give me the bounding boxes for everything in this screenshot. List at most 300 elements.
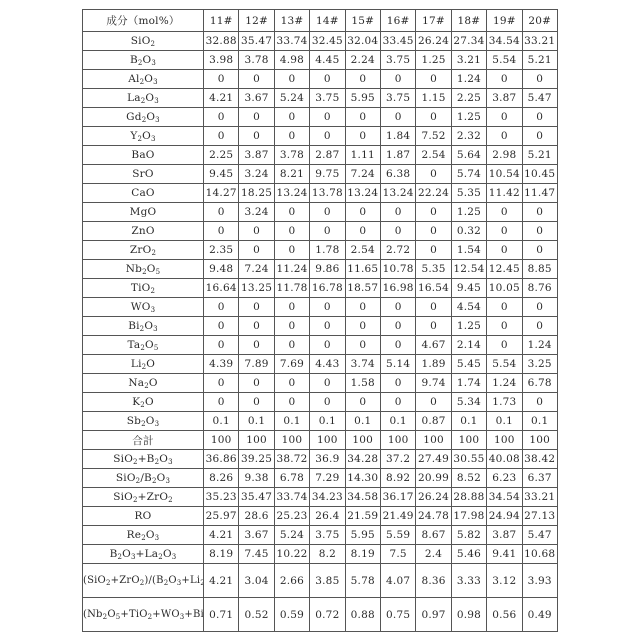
cell-value: 8.19: [204, 545, 239, 564]
cell-value: 0: [416, 222, 451, 241]
cell-value: 13.25: [239, 279, 274, 298]
cell-value: 0: [239, 70, 274, 89]
table-row: [83, 165, 558, 184]
table-row: [83, 374, 558, 393]
cell-value: 0: [274, 203, 309, 222]
cell-value: 0.1: [451, 412, 486, 431]
cell-value: 2.24: [345, 51, 380, 70]
cell-value: 0: [522, 203, 557, 222]
cell-value: 16.78: [310, 279, 345, 298]
cell-value: 24.94: [487, 507, 522, 526]
cell-value: 16.64: [204, 279, 239, 298]
cell-value: 0: [274, 393, 309, 412]
table-row: [83, 317, 558, 336]
cell-value: 18.57: [345, 279, 380, 298]
cell-value: 11.24: [274, 260, 309, 279]
cell-value: 0: [239, 393, 274, 412]
cell-value: 10.05: [487, 279, 522, 298]
cell-value: 5.54: [487, 51, 522, 70]
cell-value: 0: [274, 241, 309, 260]
cell-value: 7.29: [310, 469, 345, 488]
cell-value: 3.87: [487, 526, 522, 545]
cell-value: 0: [239, 298, 274, 317]
cell-value: 0: [416, 393, 451, 412]
table-row: [83, 70, 558, 89]
cell-value: 35.47: [239, 32, 274, 51]
cell-value: 32.45: [310, 32, 345, 51]
cell-value: 36.86: [204, 450, 239, 469]
cell-value: 0.97: [416, 598, 451, 632]
cell-value: 3.21: [451, 51, 486, 70]
cell-value: 0: [522, 70, 557, 89]
cell-value: 3.85: [310, 564, 345, 598]
cell-value: 0: [345, 70, 380, 89]
cell-value: 0: [204, 222, 239, 241]
cell-value: 36.9: [310, 450, 345, 469]
table-row: [83, 279, 558, 298]
row-label: SiO2/B2O3: [83, 469, 204, 488]
cell-value: 28.6: [239, 507, 274, 526]
cell-value: 100: [204, 431, 239, 450]
cell-value: 0: [487, 127, 522, 146]
cell-value: 13.24: [345, 184, 380, 203]
cell-value: 0: [274, 222, 309, 241]
cell-value: 100: [522, 431, 557, 450]
cell-value: 5.21: [522, 51, 557, 70]
cell-value: 0: [487, 298, 522, 317]
cell-value: 100: [416, 431, 451, 450]
table-row: [83, 526, 558, 545]
cell-value: 32.88: [204, 32, 239, 51]
cell-value: 22.24: [416, 184, 451, 203]
cell-value: 27.49: [416, 450, 451, 469]
cell-value: 4.98: [274, 51, 309, 70]
cell-value: 0: [204, 336, 239, 355]
cell-value: 0: [239, 222, 274, 241]
cell-value: 3.04: [239, 564, 274, 598]
cell-value: 11.47: [522, 184, 557, 203]
table-row: [83, 469, 558, 488]
cell-value: 18.25: [239, 184, 274, 203]
cell-value: 0.1: [380, 412, 415, 431]
cell-value: 0: [204, 298, 239, 317]
cell-value: 9.75: [310, 165, 345, 184]
cell-value: 0: [239, 108, 274, 127]
cell-value: 1.25: [451, 203, 486, 222]
component-header: 成分（mol%）: [83, 10, 204, 32]
cell-value: 8.36: [416, 564, 451, 598]
column-header: 11#: [204, 10, 239, 32]
cell-value: 0: [522, 241, 557, 260]
cell-value: 3.25: [522, 355, 557, 374]
cell-value: 5.47: [522, 89, 557, 108]
row-label: ZnO: [83, 222, 204, 241]
table-row: [83, 336, 558, 355]
column-header: 19#: [487, 10, 522, 32]
cell-value: 3.33: [451, 564, 486, 598]
cell-value: 0: [487, 222, 522, 241]
row-label: Li2O: [83, 355, 204, 374]
cell-value: 10.78: [380, 260, 415, 279]
cell-value: 9.86: [310, 260, 345, 279]
cell-value: 5.46: [451, 545, 486, 564]
cell-value: 3.98: [204, 51, 239, 70]
row-label: Na2O: [83, 374, 204, 393]
cell-value: 0: [416, 241, 451, 260]
cell-value: 21.59: [345, 507, 380, 526]
cell-value: 1.25: [451, 317, 486, 336]
table-row: [83, 355, 558, 374]
row-label: SrO: [83, 165, 204, 184]
cell-value: 13.24: [380, 184, 415, 203]
cell-value: 1.54: [451, 241, 486, 260]
row-label: Re2O3: [83, 526, 204, 545]
cell-value: 5.82: [451, 526, 486, 545]
cell-value: 1.87: [380, 146, 415, 165]
cell-value: 5.24: [274, 89, 309, 108]
cell-value: 3.24: [239, 203, 274, 222]
cell-value: 21.49: [380, 507, 415, 526]
cell-value: 1.74: [451, 374, 486, 393]
cell-value: 7.5: [380, 545, 415, 564]
cell-value: 1.24: [522, 336, 557, 355]
cell-value: 0: [345, 203, 380, 222]
cell-value: 0: [487, 336, 522, 355]
cell-value: 0: [380, 222, 415, 241]
cell-value: 5.95: [345, 526, 380, 545]
cell-value: 9.45: [204, 165, 239, 184]
cell-value: 5.47: [522, 526, 557, 545]
cell-value: 5.59: [380, 526, 415, 545]
cell-value: 0: [522, 317, 557, 336]
cell-value: 0: [310, 108, 345, 127]
cell-value: 13.24: [274, 184, 309, 203]
row-label: BaO: [83, 146, 204, 165]
cell-value: 5.95: [345, 89, 380, 108]
cell-value: 10.68: [522, 545, 557, 564]
cell-value: 8.26: [204, 469, 239, 488]
row-label: La2O3: [83, 89, 204, 108]
cell-value: 2.14: [451, 336, 486, 355]
cell-value: 2.54: [345, 241, 380, 260]
table-row: [83, 260, 558, 279]
cell-value: 0: [204, 317, 239, 336]
cell-value: 33.21: [522, 488, 557, 507]
cell-value: 8.92: [380, 469, 415, 488]
cell-value: 30.55: [451, 450, 486, 469]
cell-value: 4.21: [204, 564, 239, 598]
table-row: [83, 146, 558, 165]
row-label: CaO: [83, 184, 204, 203]
cell-value: 0: [345, 222, 380, 241]
cell-value: 0: [239, 317, 274, 336]
cell-value: 38.72: [274, 450, 309, 469]
cell-value: 0: [416, 298, 451, 317]
row-label: Sb2O3: [83, 412, 204, 431]
cell-value: 1.84: [380, 127, 415, 146]
cell-value: 4.67: [416, 336, 451, 355]
cell-value: 0: [204, 374, 239, 393]
table-row: [83, 393, 558, 412]
cell-value: 1.24: [487, 374, 522, 393]
cell-value: 6.37: [522, 469, 557, 488]
cell-value: 0.1: [522, 412, 557, 431]
cell-value: 0: [310, 393, 345, 412]
cell-value: 8.52: [451, 469, 486, 488]
cell-value: 3.75: [380, 89, 415, 108]
cell-value: 9.74: [416, 374, 451, 393]
cell-value: 0.1: [345, 412, 380, 431]
cell-value: 4.54: [451, 298, 486, 317]
cell-value: 38.42: [522, 450, 557, 469]
column-header: 13#: [274, 10, 309, 32]
cell-value: 3.78: [274, 146, 309, 165]
cell-value: 3.67: [239, 89, 274, 108]
cell-value: 0: [522, 127, 557, 146]
cell-value: 13.78: [310, 184, 345, 203]
cell-value: 1.25: [451, 108, 486, 127]
cell-value: 1.15: [416, 89, 451, 108]
cell-value: 2.25: [451, 89, 486, 108]
cell-value: 100: [345, 431, 380, 450]
cell-value: 0: [416, 108, 451, 127]
row-label: Ta2O5: [83, 336, 204, 355]
cell-value: 2.98: [487, 146, 522, 165]
cell-value: 0.88: [345, 598, 380, 632]
cell-value: 3.75: [380, 51, 415, 70]
cell-value: 7.45: [239, 545, 274, 564]
table-row: [83, 564, 558, 598]
table-row: [83, 32, 558, 51]
table-row: [83, 412, 558, 431]
cell-value: 33.74: [274, 488, 309, 507]
cell-value: 3.24: [239, 165, 274, 184]
cell-value: 0: [522, 298, 557, 317]
header-row: [83, 10, 558, 32]
cell-value: 33.21: [522, 32, 557, 51]
cell-value: 34.28: [345, 450, 380, 469]
cell-value: 0: [204, 108, 239, 127]
cell-value: 0: [380, 298, 415, 317]
table-row: [83, 545, 558, 564]
cell-value: 0: [522, 222, 557, 241]
cell-value: 0: [345, 336, 380, 355]
cell-value: 6.23: [487, 469, 522, 488]
cell-value: 0: [345, 298, 380, 317]
cell-value: 7.89: [239, 355, 274, 374]
cell-value: 24.78: [416, 507, 451, 526]
cell-value: 27.13: [522, 507, 557, 526]
cell-value: 0: [487, 108, 522, 127]
cell-value: 8.76: [522, 279, 557, 298]
table-row: [83, 127, 558, 146]
cell-value: 2.66: [274, 564, 309, 598]
cell-value: 5.45: [451, 355, 486, 374]
cell-value: 28.88: [451, 488, 486, 507]
cell-value: 4.45: [310, 51, 345, 70]
cell-value: 6.78: [522, 374, 557, 393]
cell-value: 1.25: [416, 51, 451, 70]
cell-value: 8.85: [522, 260, 557, 279]
cell-value: 0: [380, 336, 415, 355]
cell-value: 5.24: [274, 526, 309, 545]
cell-value: 0: [310, 203, 345, 222]
row-label: B2O3: [83, 51, 204, 70]
cell-value: 14.30: [345, 469, 380, 488]
cell-value: 33.45: [380, 32, 415, 51]
cell-value: 35.47: [239, 488, 274, 507]
cell-value: 0.71: [204, 598, 239, 632]
cell-value: 40.08: [487, 450, 522, 469]
row-label: Bi2O3: [83, 317, 204, 336]
cell-value: 0.1: [310, 412, 345, 431]
column-header: 18#: [451, 10, 486, 32]
cell-value: 12.54: [451, 260, 486, 279]
cell-value: 100: [239, 431, 274, 450]
cell-value: 20.99: [416, 469, 451, 488]
cell-value: 0: [239, 336, 274, 355]
cell-value: 0: [239, 374, 274, 393]
cell-value: 0: [239, 241, 274, 260]
cell-value: 0.32: [451, 222, 486, 241]
row-label: B2O3+La2O3: [83, 545, 204, 564]
cell-value: 7.24: [345, 165, 380, 184]
cell-value: 0: [380, 108, 415, 127]
cell-value: 11.78: [274, 279, 309, 298]
cell-value: 0: [274, 374, 309, 393]
cell-value: 11.65: [345, 260, 380, 279]
cell-value: 33.74: [274, 32, 309, 51]
cell-value: 25.23: [274, 507, 309, 526]
cell-value: 0.1: [274, 412, 309, 431]
cell-value: 0: [274, 336, 309, 355]
row-label: TiO2: [83, 279, 204, 298]
cell-value: 0.56: [487, 598, 522, 632]
cell-value: 0: [487, 70, 522, 89]
cell-value: 0: [487, 203, 522, 222]
cell-value: 0: [416, 203, 451, 222]
table-row: [83, 431, 558, 450]
cell-value: 8.19: [345, 545, 380, 564]
cell-value: 10.54: [487, 165, 522, 184]
cell-value: 0: [416, 70, 451, 89]
column-header: 17#: [416, 10, 451, 32]
table-row: [83, 203, 558, 222]
cell-value: 2.35: [204, 241, 239, 260]
row-label: SiO2+B2O3: [83, 450, 204, 469]
row-label: 合計: [83, 431, 204, 450]
row-label: K2O: [83, 393, 204, 412]
table-row: [83, 222, 558, 241]
cell-value: 0.59: [274, 598, 309, 632]
cell-value: 4.21: [204, 526, 239, 545]
cell-value: 3.87: [487, 89, 522, 108]
cell-value: 6.38: [380, 165, 415, 184]
composition-table: [82, 9, 558, 632]
cell-value: 0: [345, 317, 380, 336]
row-label: (SiO2+ZrO2)/(B2O3+Li: [83, 564, 204, 598]
cell-value: 34.54: [487, 32, 522, 51]
row-label: Nb2O5: [83, 260, 204, 279]
table-row: [83, 598, 558, 632]
cell-value: 4.21: [204, 89, 239, 108]
cell-value: 10.45: [522, 165, 557, 184]
cell-value: 0: [274, 70, 309, 89]
cell-value: 10.22: [274, 545, 309, 564]
cell-value: 0: [310, 70, 345, 89]
cell-value: 26.4: [310, 507, 345, 526]
cell-value: 0: [274, 108, 309, 127]
column-header: 14#: [310, 10, 345, 32]
cell-value: 1.89: [416, 355, 451, 374]
cell-value: 1.11: [345, 146, 380, 165]
cell-value: 0: [204, 393, 239, 412]
cell-value: 1.58: [345, 374, 380, 393]
cell-value: 100: [310, 431, 345, 450]
row-label: (Nb2O5+TiO2+WO3+Bi: [83, 598, 204, 632]
cell-value: 0.75: [380, 598, 415, 632]
cell-value: 0: [345, 108, 380, 127]
cell-value: 5.35: [451, 184, 486, 203]
cell-value: 27.34: [451, 32, 486, 51]
cell-value: 0: [310, 317, 345, 336]
cell-value: 0: [380, 203, 415, 222]
cell-value: 0: [310, 336, 345, 355]
cell-value: 0: [522, 393, 557, 412]
cell-value: 4.39: [204, 355, 239, 374]
row-label: Gd2O3: [83, 108, 204, 127]
column-header: 12#: [239, 10, 274, 32]
table-row: [83, 89, 558, 108]
cell-value: 34.23: [310, 488, 345, 507]
cell-value: 34.58: [345, 488, 380, 507]
row-label: SiO2: [83, 32, 204, 51]
cell-value: 5.54: [487, 355, 522, 374]
cell-value: 17.98: [451, 507, 486, 526]
cell-value: 0: [345, 127, 380, 146]
column-header: 16#: [380, 10, 415, 32]
cell-value: 2.72: [380, 241, 415, 260]
cell-value: 0: [380, 393, 415, 412]
cell-value: 2.54: [416, 146, 451, 165]
cell-value: 100: [487, 431, 522, 450]
cell-value: 4.43: [310, 355, 345, 374]
table-row: [83, 51, 558, 70]
cell-value: 3.78: [239, 51, 274, 70]
cell-value: 14.27: [204, 184, 239, 203]
cell-value: 0: [416, 165, 451, 184]
cell-value: 35.23: [204, 488, 239, 507]
cell-value: 0.1: [487, 412, 522, 431]
cell-value: 100: [274, 431, 309, 450]
cell-value: 3.93: [522, 564, 557, 598]
cell-value: 0: [380, 374, 415, 393]
cell-value: 34.54: [487, 488, 522, 507]
cell-value: 6.78: [274, 469, 309, 488]
cell-value: 0: [487, 317, 522, 336]
cell-value: 1.24: [451, 70, 486, 89]
row-label: MgO: [83, 203, 204, 222]
row-label: SiO2+ZrO2: [83, 488, 204, 507]
cell-value: 25.97: [204, 507, 239, 526]
cell-value: 2.32: [451, 127, 486, 146]
row-label: Al2O3: [83, 70, 204, 89]
cell-value: 9.41: [487, 545, 522, 564]
cell-value: 5.35: [416, 260, 451, 279]
cell-value: 0: [274, 127, 309, 146]
cell-value: 3.75: [310, 526, 345, 545]
row-label: ZrO2: [83, 241, 204, 260]
